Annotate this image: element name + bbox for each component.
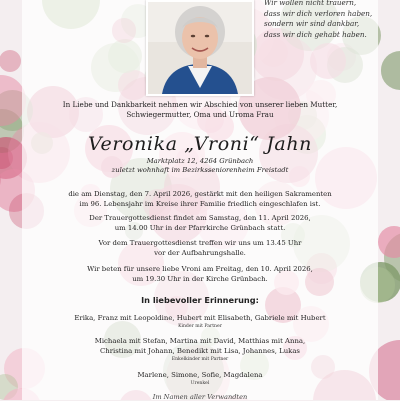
meet-line: vor der Aufbahrungshalle. bbox=[22, 248, 378, 258]
prayer-info bbox=[22, 264, 378, 284]
death-line: im 96. Lebensjahr im Kreise ihrer Familie friedlich eingeschlafen ist. bbox=[22, 199, 378, 209]
memorial-poem bbox=[264, 0, 376, 40]
flower-blob bbox=[378, 226, 400, 258]
deceased-address bbox=[22, 157, 378, 175]
poem-line: dass wir dich verloren haben, bbox=[264, 9, 376, 20]
great-grandchildren-group bbox=[22, 370, 378, 387]
grandchildren-names: Michaela mit Stefan, Martina mit David, Matthias mit Anna, bbox=[22, 336, 378, 346]
death-line: die am Dienstag, den 7. April 2026, gestärkt mit den heiligen Sakramenten bbox=[22, 189, 378, 199]
poem-line: dass wir dich gehabt haben. bbox=[264, 30, 376, 41]
deceased-name: Veronika „Vroni“ Jahn bbox=[22, 133, 378, 155]
intro-line: In Liebe und Dankbarkeit nehmen wir Abschied von unserer lieben Mutter, bbox=[22, 100, 378, 110]
flower-blob bbox=[0, 50, 21, 72]
service-line: Der Trauergottesdienst findet am Samstag, den 11. April 2026, bbox=[22, 213, 378, 223]
last-residence-line: zuletzt wohnhaft im Bezirksseniorenheim Freistadt bbox=[22, 166, 378, 175]
prayer-line: um 19.30 Uhr in der Kirche Grünbach. bbox=[22, 274, 378, 284]
grandchildren-group bbox=[22, 336, 378, 363]
poem-line: sondern wir sind dankbar, bbox=[264, 19, 376, 30]
prayer-line: Wir beten für unsere liebe Vroni am Freitag, den 10. April 2026, bbox=[22, 264, 378, 274]
children-names: Erika, Franz mit Leopoldine, Hubert mit Elisabeth, Gabriele mit Hubert bbox=[22, 313, 378, 323]
flower-blob bbox=[381, 51, 400, 89]
poem-line: Wir wollen nicht trauern, bbox=[264, 0, 376, 9]
children-group bbox=[22, 313, 378, 330]
address-line: Marktplatz 12, 4264 Grünbach bbox=[22, 157, 378, 166]
grandchildren-names: Christina mit Johann, Benedikt mit Lisa, Johannes, Lukas bbox=[22, 346, 378, 356]
children-role: Kinder mit Partner bbox=[22, 323, 378, 330]
intro-text bbox=[22, 100, 378, 120]
grandchildren-role: Enkelkinder mit Partner bbox=[22, 356, 378, 363]
service-line: um 14.00 Uhr in der Pfarrkirche Grünbach statt. bbox=[22, 223, 378, 233]
funeral-service-info bbox=[22, 213, 378, 233]
intro-line: Schwiegermutter, Oma und Uroma Frau bbox=[22, 110, 378, 120]
great-grandchildren-names: Marlene, Simone, Sofie, Magdalena bbox=[22, 370, 378, 380]
portrait-image bbox=[148, 2, 252, 94]
great-grandchildren-role: Urenkel bbox=[22, 380, 378, 387]
death-announcement bbox=[22, 189, 378, 209]
portrait-photo bbox=[146, 0, 254, 96]
memory-heading: In liebevoller Erinnerung: bbox=[22, 295, 378, 305]
footer-signature: Im Namen aller Verwandten bbox=[22, 393, 378, 401]
meeting-info bbox=[22, 238, 378, 258]
meet-line: Vor dem Trauergottesdienst treffen wir uns um 13.45 Uhr bbox=[22, 238, 378, 248]
